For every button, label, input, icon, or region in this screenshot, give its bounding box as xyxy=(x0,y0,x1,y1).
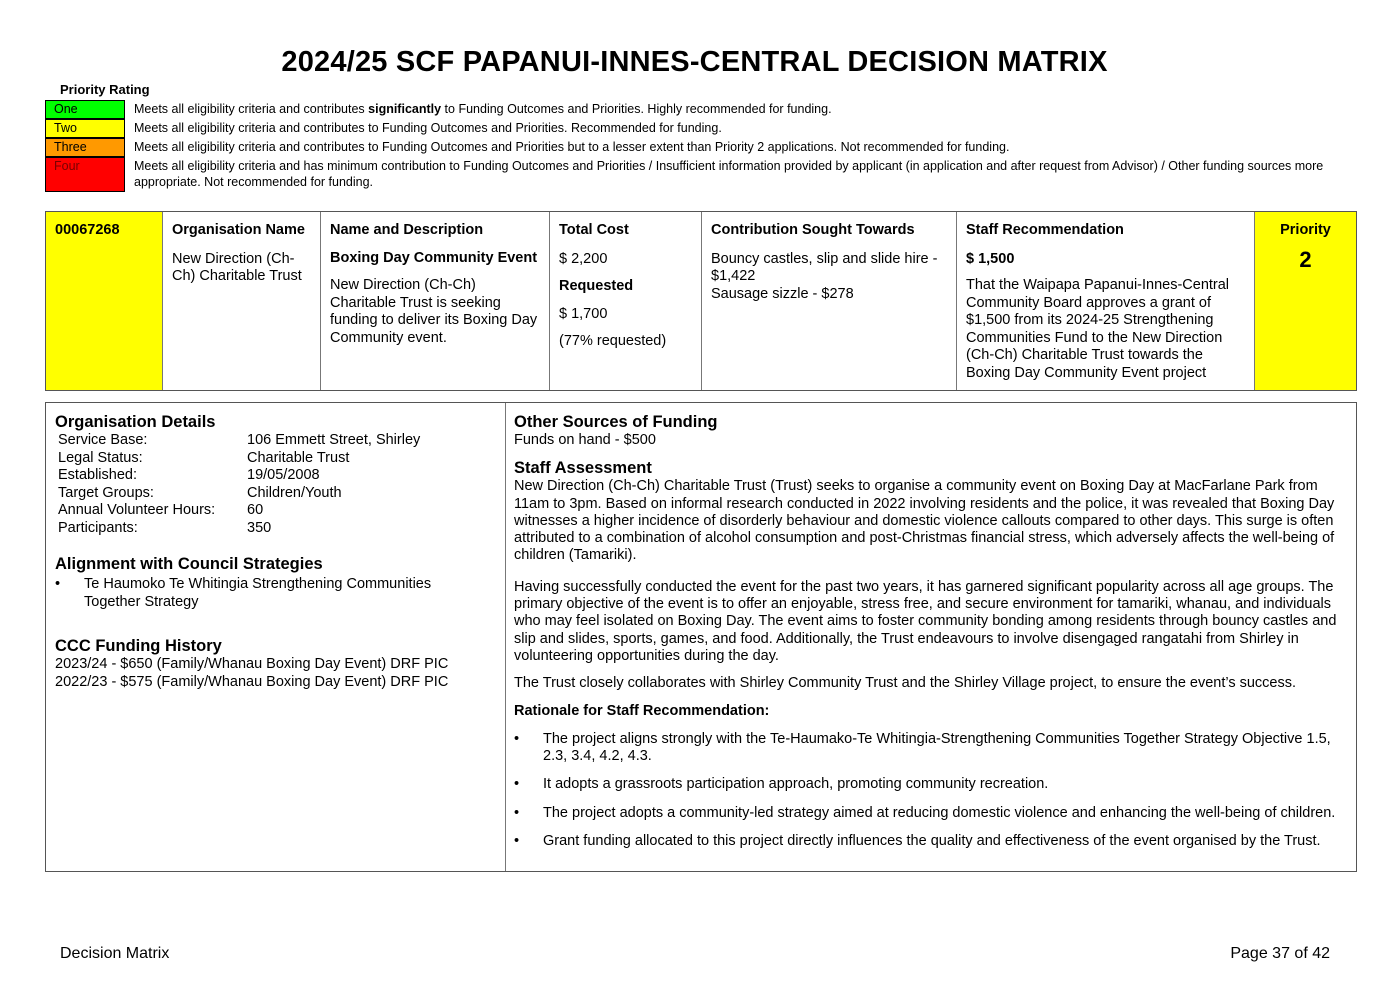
funding-history-heading: CCC Funding History xyxy=(55,637,222,655)
project-name: Boxing Day Community Event xyxy=(330,249,538,266)
rationale-item: • The project adopts a community-led strategy aimed at reducing domestic violence and enhancing the well-being of children. xyxy=(514,805,1348,822)
application-id-cell xyxy=(46,212,163,390)
name-description-cell xyxy=(321,212,550,390)
contribution-heading: Contribution Sought Towards xyxy=(711,222,915,238)
total-cost-cell xyxy=(550,212,702,390)
alignment-heading: Alignment with Council Strategies xyxy=(55,555,323,573)
organisation-details-panel xyxy=(46,403,506,871)
priority-cell xyxy=(1255,212,1356,390)
organisation-name: New Direction (Ch-Ch) Charitable Trust xyxy=(172,250,302,284)
footer-title: Decision Matrix xyxy=(60,945,170,962)
priority-desc-four: Meets all eligibility criteria and has minimum contribution to Funding Outcomes and Priorities / Insufficient information provided by applicant (in application and after request from Advisor) / Other funding sources more appropriate. Not recommended for funding. xyxy=(134,159,1324,189)
other-funding-text: Funds on hand - $500 xyxy=(514,432,656,448)
application-id: 00067268 xyxy=(55,222,120,238)
organisation-name-cell xyxy=(163,212,321,390)
priority-swatch-four: Four xyxy=(45,157,125,192)
assessment-paragraph: Having successfully conducted the event for the past two years, it has garnered significant popularity across all age groups. The primary objective of the event is to offer an enjoyable, stress free, and secure environment for tamariki, whanau, and individuals who may feel isolated on Boxing Day. The event aims to foster community bonding among residents through bouncy castles and slip and slides, sports, games, and food. Additionally, the Trust endeavours to involve disengaged rangatahi from Shirley in volunteering opportunities during the day. xyxy=(514,578,1337,664)
other-funding-heading: Other Sources of Funding xyxy=(514,413,718,431)
organisation-name-heading: Organisation Name xyxy=(172,222,305,238)
rationale-item: • It adopts a grassroots participation approach, promoting community recreation. xyxy=(514,776,1348,793)
priority-desc-one: Meets all eligibility criteria and contributes significantly to Funding Outcomes and Priorities. Highly recommended for funding. xyxy=(134,102,832,116)
assessment-panel xyxy=(506,403,1356,871)
page-title: 2024/25 SCF PAPANUI-INNES-CENTRAL DECISION MATRIX xyxy=(281,46,1108,78)
priority-rating-heading: Priority Rating xyxy=(60,82,150,97)
details-box xyxy=(45,402,1357,872)
assessment-paragraph: The Trust closely collaborates with Shirley Community Trust and the Shirley Village project, to ensure the event’s success. xyxy=(514,675,1297,692)
staff-recommendation-heading: Staff Recommendation xyxy=(966,222,1124,238)
priority-heading: Priority xyxy=(1280,222,1331,238)
contribution-item: Bouncy castles, slip and slide hire - $1,422 xyxy=(711,250,938,284)
rationale-item: • The project aligns strongly with the Te-Haumako-Te Whitingia-Strengthening Communities Together Strategy Objective 1.5, 2.3, 3.4, 4.2, 4.3. xyxy=(514,731,1348,766)
detail-row: Established: 19/05/2008 xyxy=(58,467,320,483)
recommendation-text: That the Waipapa Papanui-Innes-Central Community Board approves a grant of $1,500 from its 2024-25 Strengthening Communities Fund to the New Direction (Ch-Ch) Charitable Trust towards the Boxing Day Community Event project xyxy=(966,277,1230,381)
name-description-heading: Name and Description xyxy=(330,222,484,238)
project-description: New Direction (Ch-Ch) Charitable Trust is seeking funding to deliver its Boxing Day Community event. xyxy=(330,277,538,346)
priority-swatch-two: Two xyxy=(45,119,125,138)
priority-value: 2 xyxy=(1299,246,1312,272)
requested-amount: $ 1,700 xyxy=(559,305,608,322)
assessment-paragraph: New Direction (Ch-Ch) Charitable Trust (Trust) seeks to organise a community event on Boxing Day at MacFarlane Park from 11am to 3pm. Based on informal research conducted in 2022 involving residents and the police, it was revealed that Boxing Day witnesses a higher incidence of disorderly behaviour and domestic violence callouts compared to other days. This surge is often attributed to a combination of alcohol consumption and post-Christmas financial stress, which adversely affects the well-being of children (Tamariki). xyxy=(514,478,1335,564)
rationale-heading: Rationale for Staff Recommendation: xyxy=(514,702,770,719)
staff-assessment-heading: Staff Assessment xyxy=(514,459,652,478)
detail-row: Target Groups: Children/Youth xyxy=(58,484,342,501)
application-summary-table xyxy=(45,211,1357,391)
total-cost: $ 2,200 xyxy=(559,250,608,267)
detail-row: Service Base: 106 Emmett Street, Shirley xyxy=(58,432,421,448)
detail-row: Annual Volunteer Hours: 60 xyxy=(58,502,264,518)
page-number: Page 37 of 42 xyxy=(1230,945,1330,962)
priority-desc-three: Meets all eligibility criteria and contributes to Funding Outcomes and Priorities but to a lesser extent than Priority 2 applications. Not recommended for funding. xyxy=(134,140,1010,154)
funding-history-item: 2022/23 - $575 (Family/Whanau Boxing Day Event) DRF PIC xyxy=(55,673,449,690)
priority-desc-two: Meets all eligibility criteria and contributes to Funding Outcomes and Priorities. Recommended for funding. xyxy=(134,121,722,135)
detail-row: Legal Status: Charitable Trust xyxy=(58,449,350,466)
alignment-item: • Te Haumoko Te Whitingia Strengthening Communities Together Strategy xyxy=(55,576,454,611)
requested-heading: Requested xyxy=(559,278,634,294)
detail-row: Participants: 350 xyxy=(58,519,272,536)
staff-recommendation-cell xyxy=(957,212,1255,390)
priority-swatch-three: Three xyxy=(45,138,125,157)
total-cost-heading: Total Cost xyxy=(559,222,629,238)
priority-swatch-one: One xyxy=(45,100,125,119)
recommended-amount: $ 1,500 xyxy=(966,250,1015,267)
organisation-details-heading: Organisation Details xyxy=(55,413,216,431)
contribution-item: Sausage sizzle - $278 xyxy=(711,285,854,302)
rationale-item: • Grant funding allocated to this project directly influences the quality and effectiveness of the event organised by the Trust. xyxy=(514,833,1348,850)
funding-history-item: 2023/24 - $650 (Family/Whanau Boxing Day Event) DRF PIC xyxy=(55,656,449,672)
requested-percentage: (77% requested) xyxy=(559,333,667,349)
contribution-cell xyxy=(702,212,957,390)
